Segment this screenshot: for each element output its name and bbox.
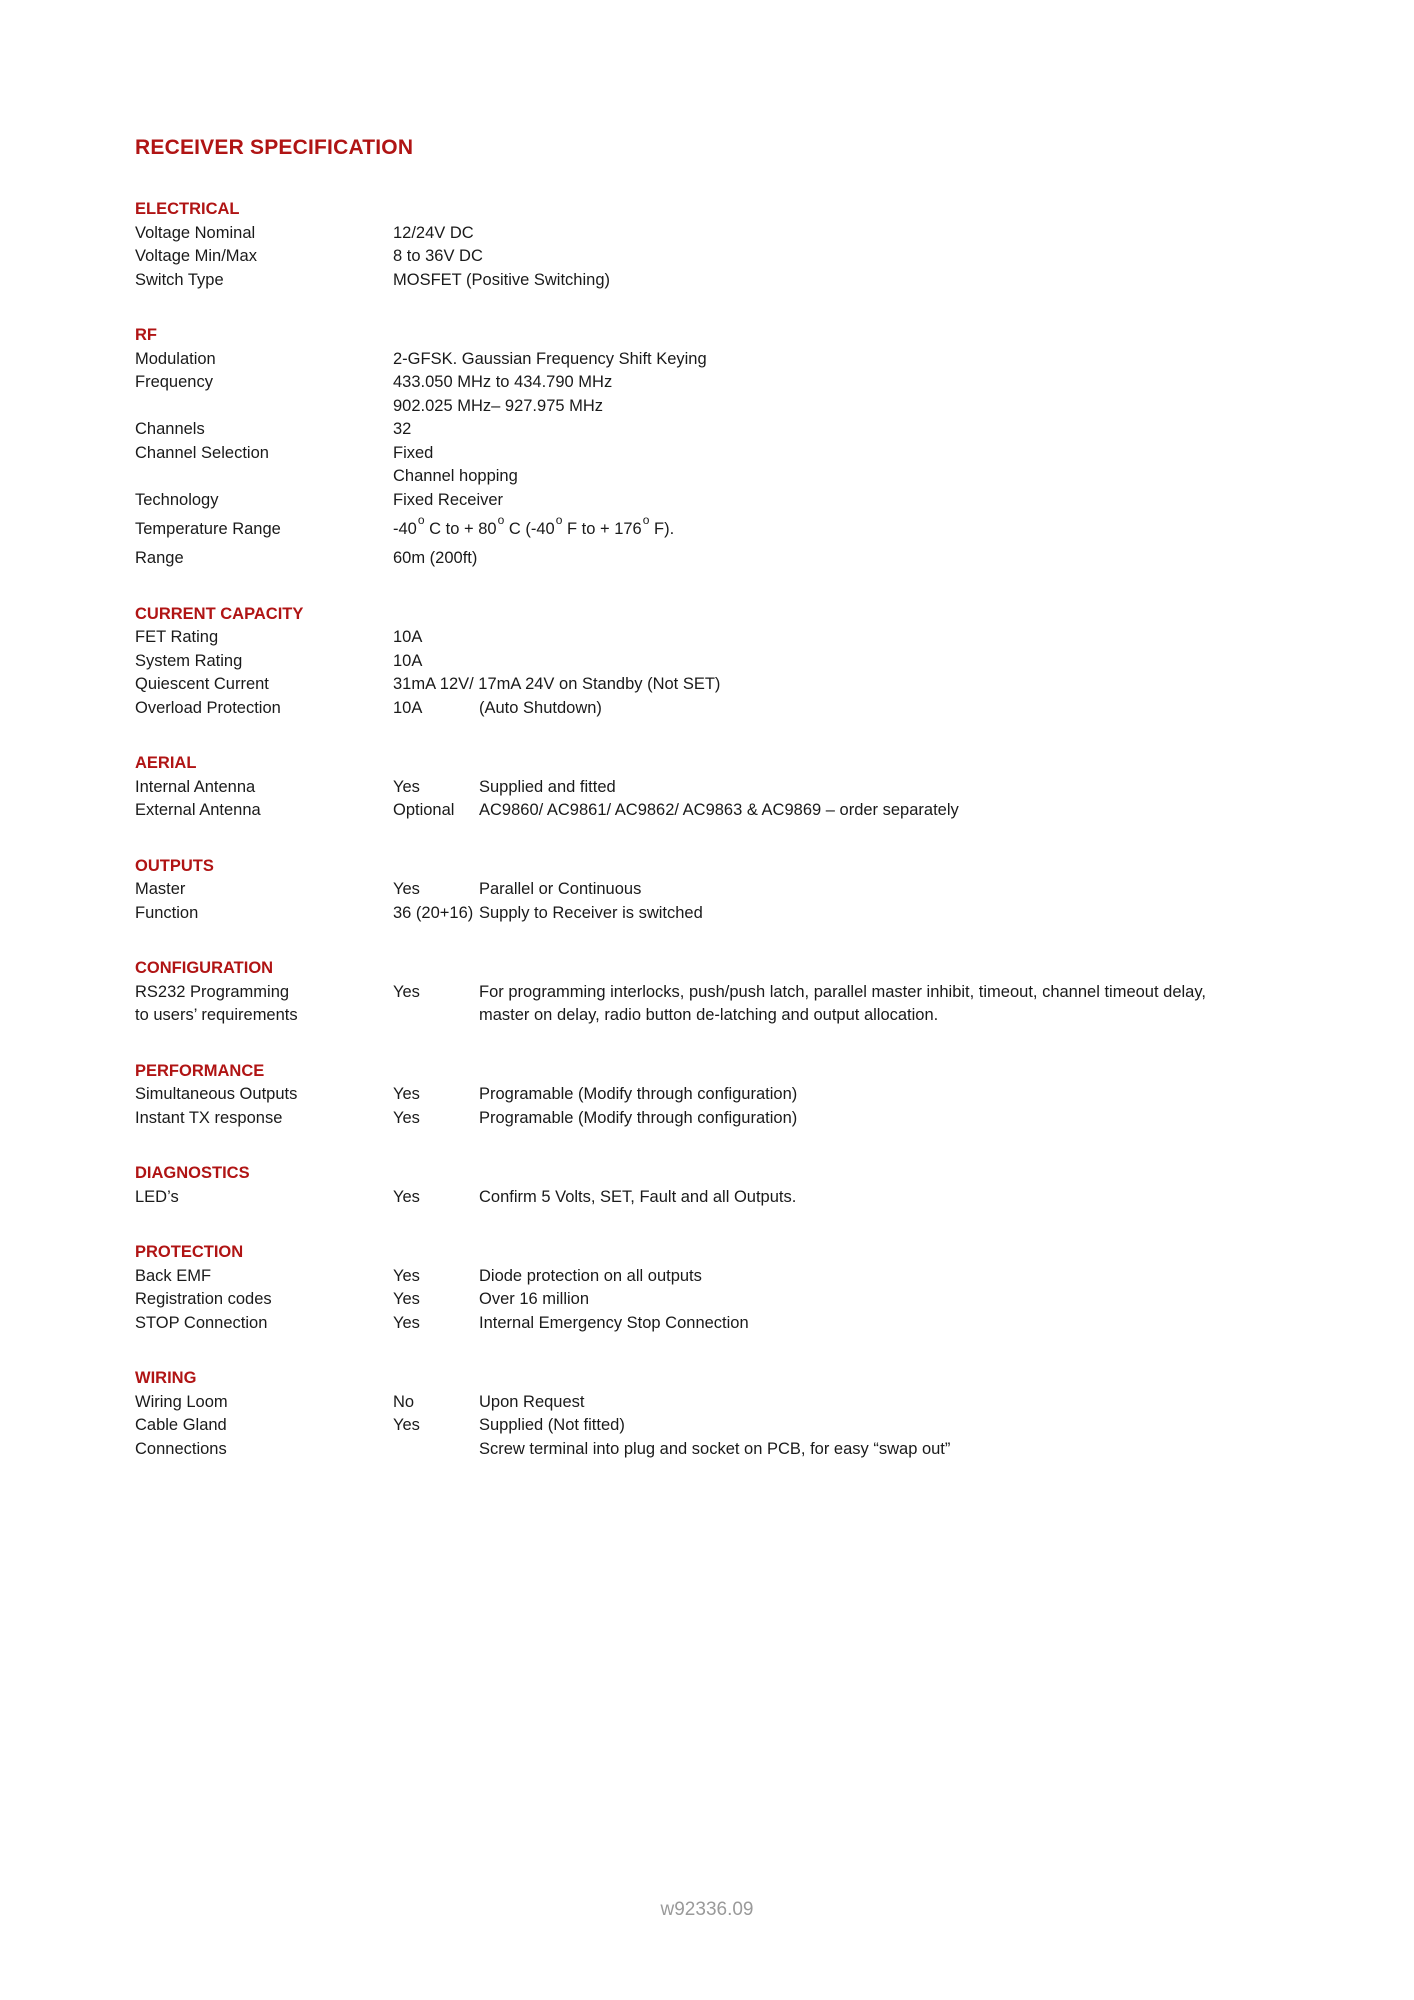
spec-value: 2-GFSK. Gaussian Frequency Shift Keying [393, 349, 707, 368]
spec-label: Voltage Nominal [135, 223, 256, 242]
spec-detail: For programming interlocks, push/push latch, parallel master inhibit, timeout, channel timeout delay, [479, 982, 1206, 1001]
spec-row-cable-gland [135, 1414, 1335, 1438]
spec-label: STOP Connection [135, 1313, 268, 1332]
spec-value: Yes [393, 1416, 420, 1434]
spec-detail: Programable (Modify through configuration) [479, 1085, 798, 1103]
spec-value: Yes [393, 1108, 420, 1127]
spec-value: Fixed [393, 443, 434, 462]
spec-label: Quiescent Current [135, 675, 269, 693]
spec-value: 10A [393, 651, 423, 670]
spec-label: Channel Selection [135, 443, 269, 462]
spec-value: 31mA 12V/ 17mA 24V on Standby (Not SET) [393, 675, 721, 693]
spec-row-channel-hopping [135, 465, 1335, 489]
spec-value: Yes [393, 777, 420, 796]
spec-row-external-antenna [135, 799, 1335, 823]
spec-label: Function [135, 903, 199, 922]
spec-detail: master on delay, radio button de-latching and output allocation. [479, 1006, 939, 1024]
spec-value: MOSFET (Positive Switching) [393, 270, 610, 289]
section-outputs [135, 855, 1335, 926]
degree-symbol: o [555, 513, 563, 527]
spec-value: Yes [393, 880, 420, 898]
spec-label: Internal Antenna [135, 777, 256, 796]
spec-label: Switch Type [135, 270, 224, 289]
spec-value: No [393, 1392, 415, 1411]
spec-detail: Confirm 5 Volts, SET, Fault and all Outputs. [479, 1187, 797, 1206]
spec-row-channels [135, 418, 1335, 442]
spec-label: Range [135, 549, 184, 567]
spec-label: Instant TX response [135, 1108, 283, 1127]
spec-detail: Screw terminal into plug and socket on PCB, for easy “swap out” [479, 1439, 951, 1458]
spec-row-fet-rating [135, 626, 1335, 650]
spec-value: Yes [393, 1266, 420, 1285]
section-electrical [135, 198, 1335, 292]
spec-detail: Internal Emergency Stop Connection [479, 1313, 749, 1332]
spec-value: Fixed Receiver [393, 490, 504, 509]
spec-label: Wiring Loom [135, 1392, 228, 1411]
spec-sections [135, 198, 1335, 1493]
spec-label: System Rating [135, 651, 243, 670]
section-rf [135, 324, 1335, 571]
spec-value: 60m (200ft) [393, 549, 478, 567]
section-heading: OUTPUTS [135, 856, 214, 875]
degree-symbol: o [497, 513, 505, 527]
spec-value: 12/24V DC [393, 223, 474, 242]
spec-row-registration-codes [135, 1288, 1335, 1312]
spec-detail: Supplied (Not fitted) [479, 1416, 625, 1434]
spec-value: 32 [393, 420, 412, 438]
spec-label: FET Rating [135, 628, 219, 646]
section-heading: AERIAL [135, 754, 197, 772]
section-configuration [135, 957, 1335, 1028]
spec-row-switch-type [135, 269, 1335, 293]
section-heading: PROTECTION [135, 1243, 244, 1261]
spec-row-channel-selection [135, 442, 1335, 466]
spec-detail: AC9860/ AC9861/ AC9862/ AC9863 & AC9869 – order separately [479, 801, 959, 819]
section-current-capacity [135, 603, 1335, 721]
spec-detail: Over 16 million [479, 1290, 590, 1308]
degree-symbol: o [417, 513, 425, 527]
spec-label: LED’s [135, 1187, 179, 1206]
spec-row-wiring-loom [135, 1391, 1335, 1415]
spec-detail: Supplied and fitted [479, 777, 616, 796]
spec-label: Voltage Min/Max [135, 247, 257, 265]
spec-row-quiescent-current [135, 673, 1335, 697]
spec-label: Frequency [135, 373, 213, 391]
spec-row-system-rating [135, 650, 1335, 674]
spec-row-technology [135, 489, 1335, 513]
spec-value: 433.050 MHz to 434.790 MHz [393, 373, 613, 391]
spec-row-back-emf [135, 1265, 1335, 1289]
spec-value: 902.025 MHz– 927.975 MHz [393, 396, 604, 415]
spec-value: 8 to 36V DC [393, 247, 483, 265]
section-aerial [135, 752, 1335, 823]
spec-value: Optional [393, 801, 455, 819]
section-heading: ELECTRICAL [135, 200, 240, 218]
section-heading: RF [135, 326, 157, 344]
spec-label: External Antenna [135, 801, 261, 819]
spec-value: 10A [393, 698, 423, 717]
section-performance [135, 1060, 1335, 1131]
spec-row-users-requirements [135, 1004, 1335, 1028]
spec-row-internal-antenna [135, 776, 1335, 800]
spec-label: Connections [135, 1439, 227, 1458]
section-heading: PERFORMANCE [135, 1061, 265, 1080]
spec-value: Yes [393, 1187, 420, 1206]
spec-value: 36 (20+16) [393, 903, 474, 922]
spec-row-range [135, 547, 1335, 571]
spec-row-connections [135, 1438, 1335, 1462]
spec-label: Master [135, 880, 186, 898]
section-protection [135, 1241, 1335, 1335]
section-diagnostics [135, 1162, 1335, 1209]
spec-label: Temperature Range [135, 520, 281, 538]
spec-label: Simultaneous Outputs [135, 1085, 298, 1103]
spec-row-stop-connection [135, 1312, 1335, 1336]
spec-row-master [135, 878, 1335, 902]
spec-row-temperature-range [135, 512, 1335, 547]
section-heading: WIRING [135, 1369, 197, 1387]
section-heading: CURRENT CAPACITY [135, 604, 304, 623]
spec-value: Yes [393, 1085, 420, 1103]
spec-row-rs232-programming [135, 981, 1335, 1005]
document-reference: w92336.09 [660, 1899, 754, 1920]
spec-label: Channels [135, 420, 205, 438]
spec-row-voltage-min-max [135, 245, 1335, 269]
spec-label: Modulation [135, 349, 216, 368]
spec-row-voltage-nominal [135, 222, 1335, 246]
spec-row-function [135, 902, 1335, 926]
spec-row-simultaneous-outputs [135, 1083, 1335, 1107]
spec-value: Yes [393, 982, 420, 1001]
spec-label: RS232 Programming [135, 982, 290, 1001]
temp-part: -40 [393, 520, 417, 538]
spec-detail: Supply to Receiver is switched [479, 903, 703, 922]
spec-row-instant-tx-response [135, 1107, 1335, 1131]
spec-detail: Diode protection on all outputs [479, 1266, 702, 1285]
spec-value: Yes [393, 1290, 420, 1308]
spec-detail: (Auto Shutdown) [479, 698, 602, 717]
section-heading: DIAGNOSTICS [135, 1164, 250, 1182]
spec-row-modulation [135, 348, 1335, 372]
spec-detail: Upon Request [479, 1392, 585, 1411]
spec-value-temperature [393, 512, 674, 548]
spec-label: Overload Protection [135, 698, 281, 717]
spec-row-frequency [135, 371, 1335, 395]
spec-detail: Parallel or Continuous [479, 880, 642, 898]
page-title: RECEIVER SPECIFICATION [135, 136, 414, 159]
section-heading: CONFIGURATION [135, 959, 274, 977]
spec-label: Cable Gland [135, 1416, 227, 1434]
spec-detail: Programable (Modify through configuration) [479, 1108, 798, 1127]
section-wiring [135, 1367, 1335, 1461]
spec-value: 10A [393, 628, 423, 646]
temp-part: F to + 176 [566, 520, 642, 538]
spec-row-leds [135, 1186, 1335, 1210]
temp-part: C to + 80 [429, 520, 497, 538]
temp-part: F). [654, 520, 675, 538]
spec-row-overload-protection [135, 697, 1335, 721]
temp-part: C (-40 [508, 520, 555, 538]
spec-row-frequency-alt [135, 395, 1335, 419]
spec-label: Back EMF [135, 1266, 212, 1285]
spec-value: Yes [393, 1313, 420, 1332]
degree-symbol: o [642, 513, 650, 527]
spec-label: to users’ requirements [135, 1006, 298, 1024]
spec-value: Channel hopping [393, 467, 518, 485]
spec-label: Registration codes [135, 1290, 272, 1308]
spec-label: Technology [135, 490, 219, 509]
